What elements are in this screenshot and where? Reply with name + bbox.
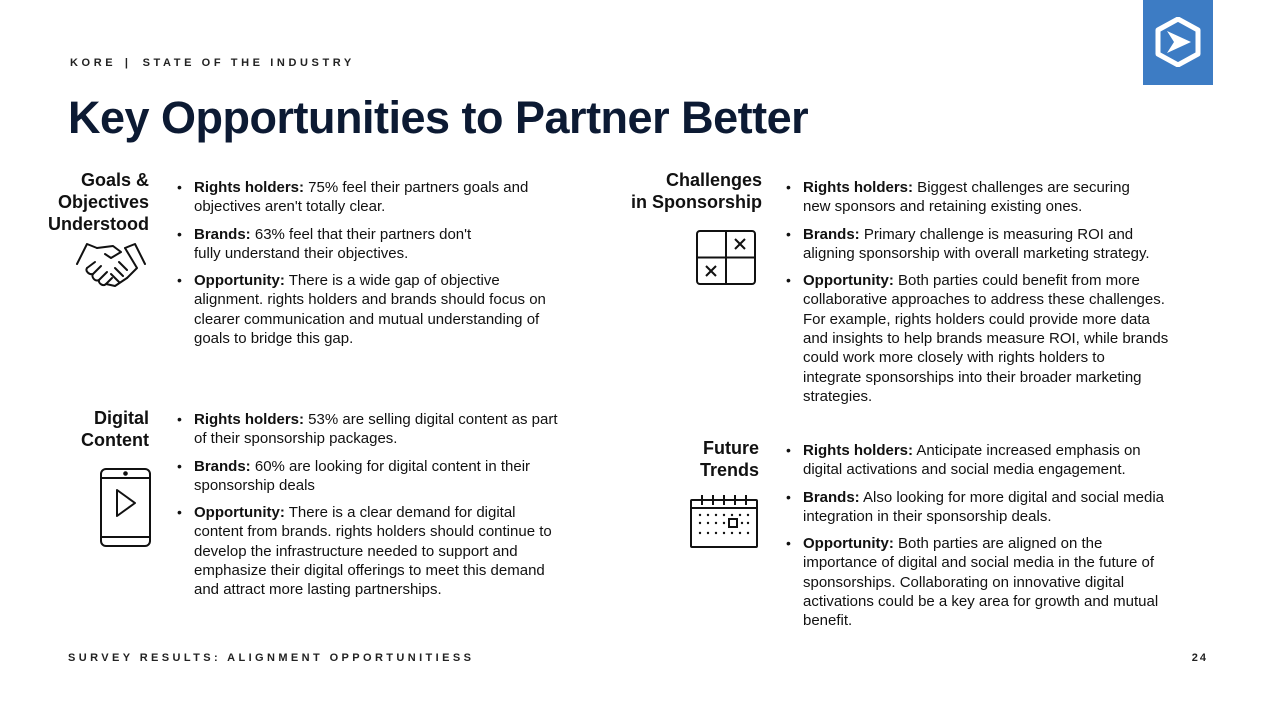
- bullet-opportunity: • Opportunity: There is a wide gap of objective alignment. rights holders and brands should focus on clearer communication and mutual understanding of goals to bridge this gap.: [194, 271, 594, 348]
- tic-tac-toe-grid-icon: [696, 230, 756, 286]
- calendar-icon: [690, 493, 758, 549]
- bullet-rights-holders: • Rights holders: Anticipate increased emphasis on digital activations and social media engagement.: [803, 441, 1223, 480]
- bullet-list-digital: [194, 410, 604, 608]
- label-line: Digital: [93, 408, 149, 428]
- bullet-rights-holders: • Rights holders: 53% are selling digital content as part of their sponsorship packages.: [194, 410, 604, 449]
- bullet-opportunity: • Opportunity: Both parties are aligned on the importance of digital and social media in the future of sponsorships. Collaborating on innovative digital activations could be a key area for growth and mutual benefit.: [803, 534, 1223, 630]
- footer-section-label: SURVEY RESULTS: ALIGNMENT OPPORTUNITIESS: [68, 652, 475, 664]
- brand-name: KORE: [70, 57, 117, 69]
- header-kicker: [70, 57, 355, 69]
- bullet-brands: • Brands: 63% feel that their partners don't fully understand their objectives.: [194, 225, 594, 264]
- section-label-digital: [40, 407, 149, 451]
- mobile-video-icon: [100, 468, 152, 548]
- section-label-challenges: [610, 169, 762, 213]
- page-number: 24: [1191, 652, 1208, 664]
- bullet-brands: • Brands: Also looking for more digital and social media integration in their sponsorship deals.: [803, 488, 1223, 527]
- label-line: Challenges: [665, 170, 762, 190]
- label-line: Future: [703, 438, 759, 458]
- kore-logo-icon: [1153, 17, 1203, 67]
- bullet-list-future: [803, 441, 1223, 639]
- section-label-future: [650, 437, 759, 481]
- label-line: Content: [81, 430, 149, 450]
- section-label-goals: [30, 169, 149, 235]
- label-line: Understood: [48, 214, 149, 234]
- page-title: Key Opportunities to Partner Better: [68, 92, 809, 143]
- bullet-list-challenges: [803, 178, 1223, 414]
- bullet-opportunity: • Opportunity: Both parties could benefit from more collaborative approaches to address these challenges. For example, rights holders could provide more data and insights to help brands measure ROI, while brands could work more closely with rights holders to integrate sponsorships into their broader marketing strategies.: [803, 271, 1223, 406]
- bullet-brands: • Brands: 60% are looking for digital content in their sponsorship deals: [194, 457, 604, 496]
- bullet-brands: • Brands: Primary challenge is measuring ROI and aligning sponsorship with overall marketing strategy.: [803, 225, 1223, 264]
- label-line: Trends: [699, 460, 759, 480]
- logo-box: [1143, 0, 1213, 85]
- bullet-rights-holders: • Rights holders: 75% feel their partners goals and objectives aren't totally clear.: [194, 178, 594, 217]
- header-separator: |: [124, 57, 128, 69]
- handshake-icon: [75, 238, 147, 288]
- bullet-rights-holders: • Rights holders: Biggest challenges are securing new sponsors and retaining existing ones.: [803, 178, 1223, 217]
- header-subtitle: STATE OF THE INDUSTRY: [142, 57, 355, 69]
- bullet-opportunity: • Opportunity: There is a clear demand for digital content from brands. rights holders should continue to develop the infrastructure needed to support and emphasize their digital offerings to meet this demand and attract more lasting partnerships.: [194, 503, 604, 599]
- label-line: in Sponsorship: [630, 192, 762, 212]
- label-line: Objectives: [57, 192, 149, 212]
- label-line: Goals &: [80, 170, 149, 190]
- bullet-list-goals: [194, 178, 594, 356]
